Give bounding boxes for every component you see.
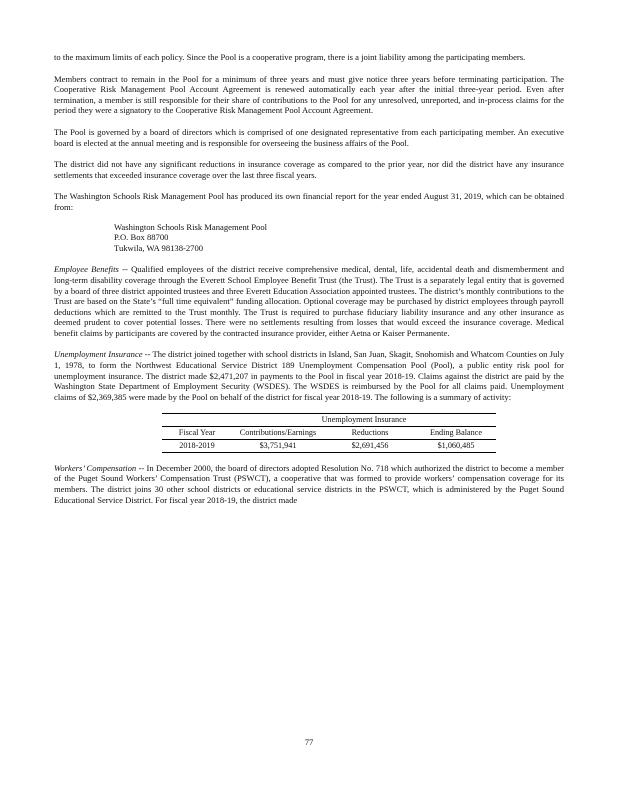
cell-fiscal-year: 2018-2019 bbox=[162, 440, 232, 453]
unemployment-insurance-text: -- The district joined together with school districts in Island, San Juan, Skagit, Snohomish and Whatcom Counties on July 1, 1978, to form the Northwest Educational Service District 189 Unemployment Compensation Pool (Pool), a public entity risk pool for unemployment insurance. The district made $2,471,207 in payments to the Pool in fiscal year 2018-19. Claims against the district are paid by the Washington State Department of Employment Security (WSDES). The WSDES is reimbursed by the Pool for all claims paid. Unemployment claims of $2,369,385 were made by the Pool on behalf of the district for fiscal year 2018-19. The following is a summary of activity: bbox=[54, 349, 564, 402]
column-header-ending-balance: Ending Balance bbox=[416, 427, 496, 440]
address-line-2: P.O. Box 88700 bbox=[114, 232, 169, 243]
column-header-contributions: Contributions/Earnings bbox=[232, 427, 324, 440]
paragraph-unemployment-insurance bbox=[54, 349, 564, 402]
table-row bbox=[162, 440, 496, 453]
page-number: 77 bbox=[304, 737, 314, 747]
address-line-1: Washington Schools Risk Management Pool bbox=[114, 221, 268, 232]
paragraph-employee-benefits bbox=[54, 264, 564, 338]
cell-reductions: $2,691,456 bbox=[324, 440, 416, 453]
workers-compensation-heading: Workers’ Compensation bbox=[54, 462, 137, 473]
employee-benefits-heading: Employee Benefits bbox=[54, 264, 119, 275]
paragraph-coverage-reductions: The district did not have any significant reductions in insurance coverage as compared to the prior year, nor did the district have any insurance settlements that exceeded insurance coverage over the last three fiscal years. bbox=[54, 159, 564, 180]
workers-compensation-text: -- In December 2000, the board of directors adopted Resolution No. 718 which authorized the district to become a member of the Puget Sound Workers’ Compensation Trust (PSWCT), a cooperative that was formed to provide workers’ compensation coverage for its members. The district joins 30 other school districts or educational service districts in the PSWCT, which is administered by the Puget Sound Educational Service District. For fiscal year 2018-19, the district made bbox=[54, 462, 564, 505]
column-header-fiscal-year: Fiscal Year bbox=[162, 427, 232, 440]
paragraph-pool-liability: to the maximum limits of each policy. Since the Pool is a cooperative program, there is a joint liability among the participating members. bbox=[54, 52, 526, 62]
mailing-address bbox=[114, 222, 564, 254]
cell-ending-balance: $1,060,485 bbox=[416, 440, 496, 453]
paragraph-pool-governance: The Pool is governed by a board of directors which is comprised of one designated representative from each participating member. An executive board is elected at the annual meeting and is responsible for overseeing the business affairs of the Pool. bbox=[54, 126, 564, 148]
paragraph-member-contract: Members contract to remain in the Pool for a minimum of three years and must give notice three years before terminating participation. The Cooperative Risk Management Pool Account Agreement is renewed automatically each year after the initial three-year period. Even after termination, a member is still responsible for their share of contributions to the Pool for any unresolved, unreported, and in-process claims for the period they were a signatory to the Cooperative Risk Management Pool Account Agreement. bbox=[54, 73, 564, 116]
paragraph-workers-compensation bbox=[54, 463, 564, 505]
cell-contributions: $3,751,941 bbox=[232, 440, 324, 453]
paragraph-financial-report: The Washington Schools Risk Management Pool has produced its own financial report for the year ended August 31, 2019, which can be obtained from: bbox=[54, 191, 564, 212]
address-line-3: Tukwila, WA 98138-2700 bbox=[114, 242, 204, 253]
unemployment-insurance-heading: Unemployment Insurance bbox=[54, 349, 143, 360]
unemployment-summary-table bbox=[162, 413, 496, 452]
table-group-spacer bbox=[162, 414, 232, 427]
column-header-reductions: Reductions bbox=[324, 427, 416, 440]
table-group-header: Unemployment Insurance bbox=[232, 414, 496, 427]
document-page bbox=[54, 52, 564, 516]
employee-benefits-text: -- Qualified employees of the district receive comprehensive medical, dental, life, accidental death and dismemberment and long-term disability coverage through the Everett School Employee Benefit Trust (the Trust). The Trust is a separately legal entity that is governed by a board of three district appointed trustees and three Everett Education Association appointed trustees. The district’s monthly contributions to the Trust are based on the State’s “full time equivalent” funding allocation. Optional coverage may be purchased by district employees through payroll deductions which are remitted to the Trust monthly. The Trust is required to purchase fiduciary liability insurance and any other insurance as deemed prudent to cover potential losses. There were no settlements resulting from losses that would exceed the insurance coverage. Medical benefit claims by participants are covered by the contracted insurance provider, either Aetna or Kaiser Permanente. bbox=[54, 264, 564, 338]
